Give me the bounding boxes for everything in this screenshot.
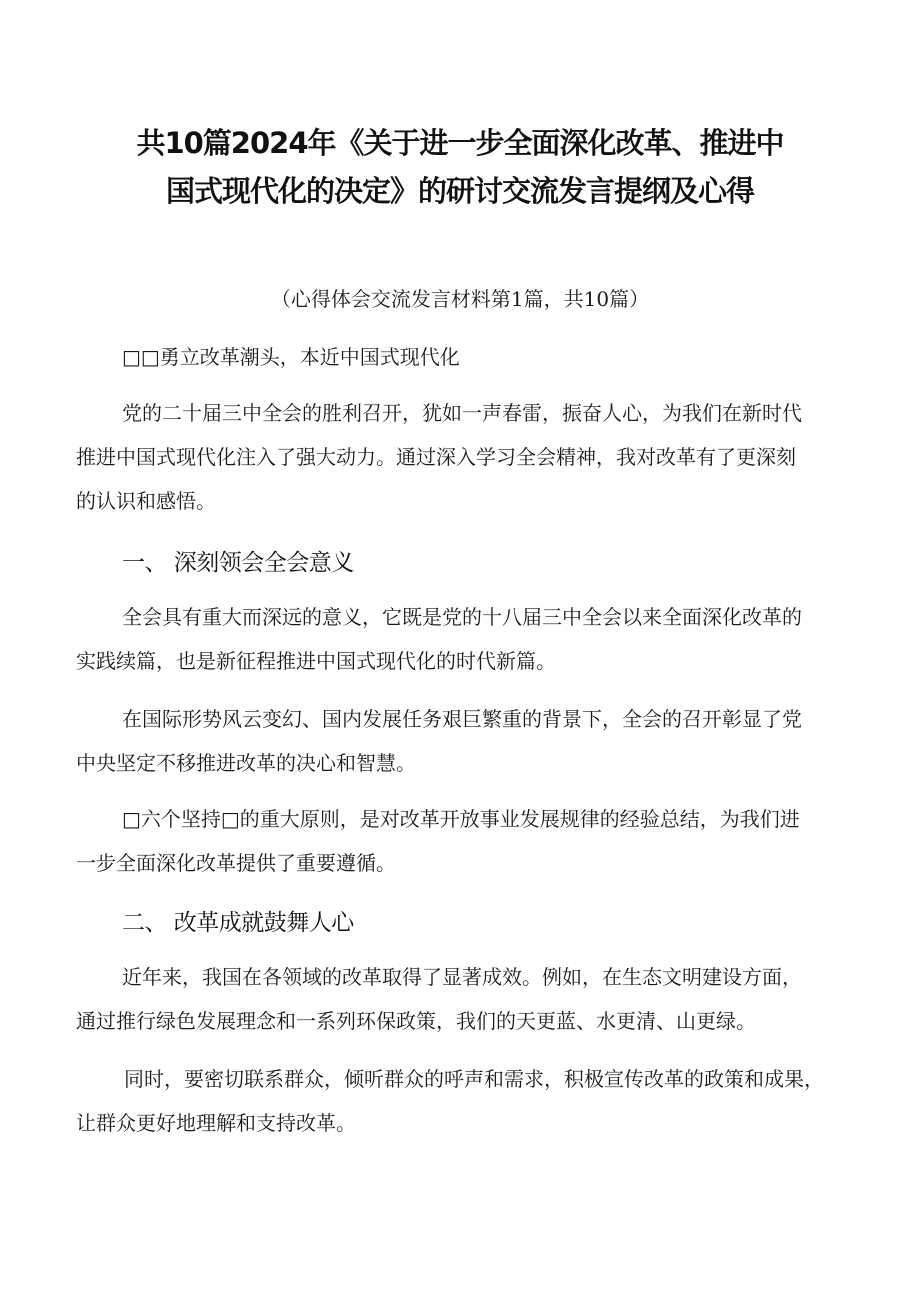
section-1-p3-line-2: 一步全面深化改革提供了重要遵循。 bbox=[76, 851, 396, 875]
intro-line-3: 的认识和感悟。 bbox=[76, 489, 216, 513]
section-1-p3-line-1: □六个坚持□的重大原则，是对改革开放事业发展规律的经验总结，为我们进 bbox=[122, 807, 800, 831]
section-1-p1-line-1: 全会具有重大而深远的意义，它既是党的十八届三中全会以来全面深化改革的 bbox=[122, 605, 802, 629]
section-2-p2-line-1: 同时，要密切联系群众，倾听群众的呼声和需求，积极宣传改革的政策和成果， bbox=[124, 1067, 824, 1091]
section-1-heading: 一、 深刻领会全会意义 bbox=[122, 550, 354, 576]
intro-line-1: 党的二十届三中全会的胜利召开，犹如一声春雷，振奋人心，为我们在新时代 bbox=[122, 401, 802, 425]
section-1-p1-line-2: 实践续篇，也是新征程推进中国式现代化的时代新篇。 bbox=[76, 649, 556, 673]
section-2-heading: 二、 改革成就鼓舞人心 bbox=[122, 910, 354, 936]
document-subtitle: （心得体会交流发言材料第1篇，共10篇） bbox=[270, 287, 650, 311]
intro-line-2: 推进中国式现代化注入了强大动力。通过深入学习全会精神，我对改革有了更深刻 bbox=[76, 445, 796, 469]
document-title-line-2: 国式现代化的决定》的研讨交流发言提纲及心得 bbox=[165, 174, 754, 208]
lead-heading: □□勇立改革潮头，本近中国式现代化 bbox=[122, 345, 460, 369]
section-2-p1-line-2: 通过推行绿色发展理念和一系列环保政策，我们的天更蓝、水更清、山更绿。 bbox=[76, 1009, 756, 1033]
section-1-p2-line-1: 在国际形势风云变幻、国内发展任务艰巨繁重的背景下，全会的召开彰显了党 bbox=[122, 707, 802, 731]
document-title-line-1: 共10篇2024年《关于进一步全面深化改革、推进中 bbox=[136, 126, 784, 160]
section-2-p1-line-1: 近年来，我国在各领域的改革取得了显著成效。例如，在生态文明建设方面， bbox=[122, 965, 802, 989]
section-1-p2-line-2: 中央坚定不移推进改革的决心和智慧。 bbox=[76, 751, 416, 775]
section-2-p2-line-2: 让群众更好地理解和支持改革。 bbox=[76, 1111, 356, 1135]
